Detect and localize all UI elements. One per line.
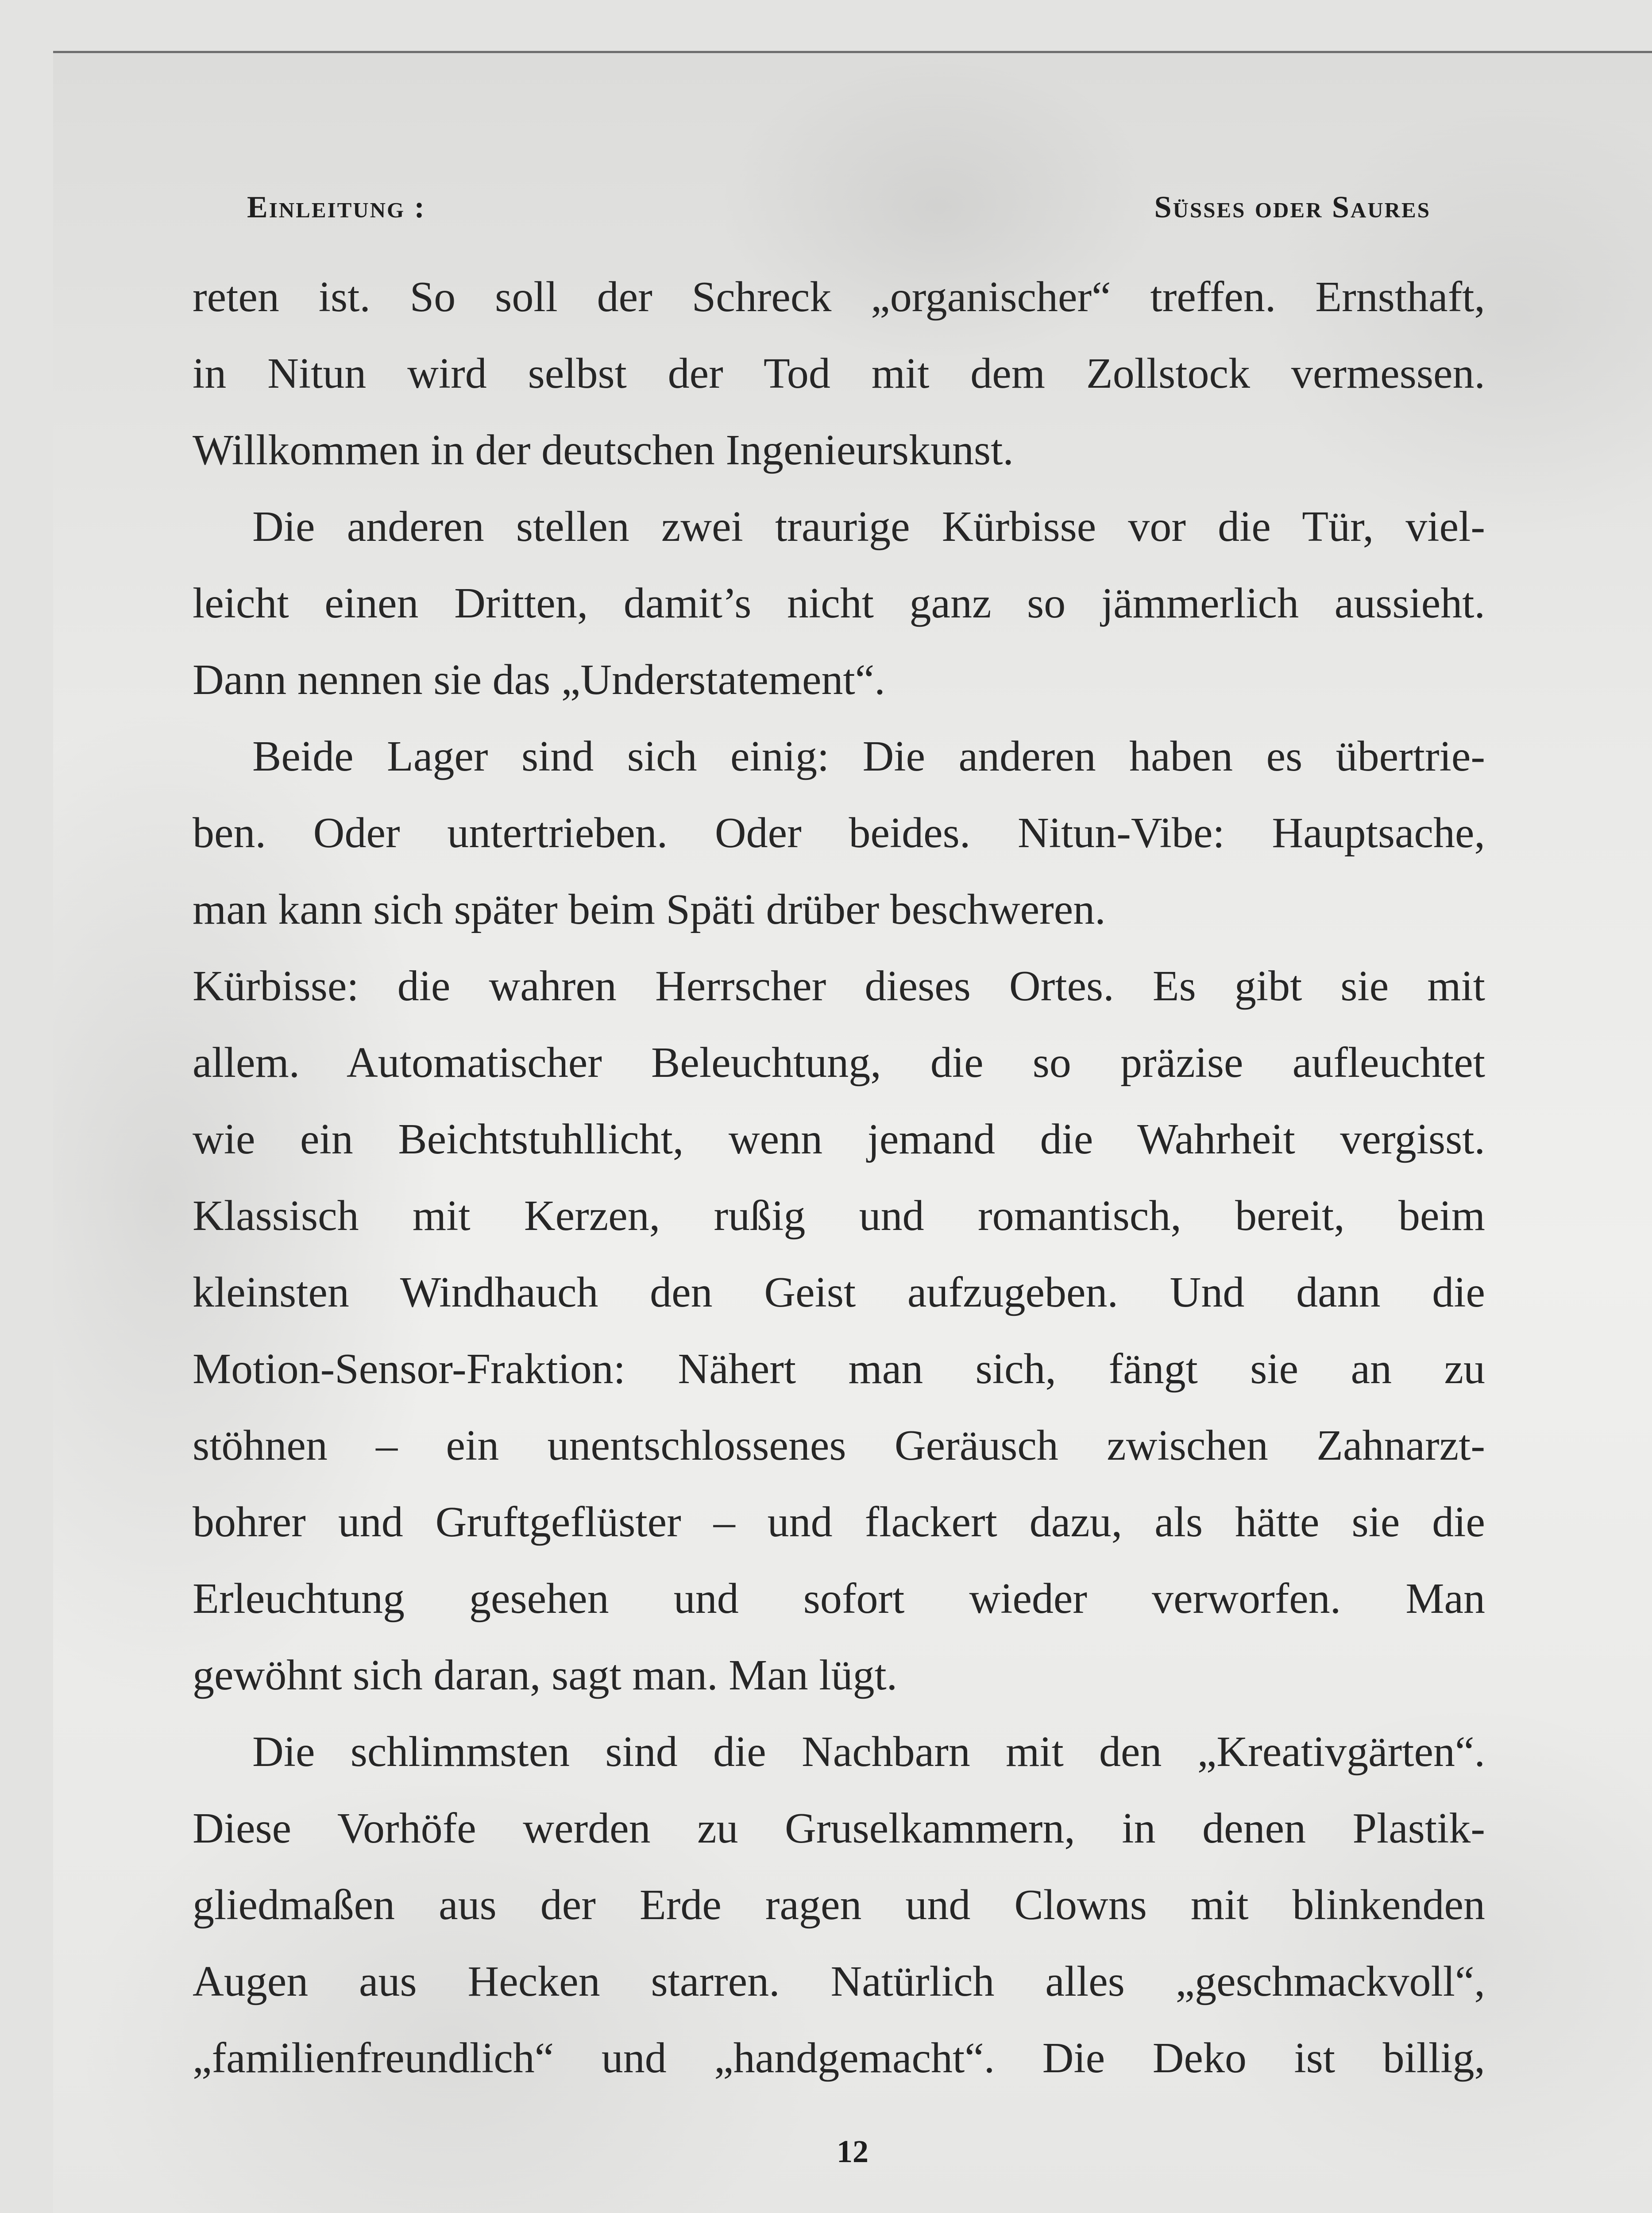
running-header-title: Süsses oder Saures (1154, 190, 1431, 224)
text-line: in Nitun wird selbst der Tod mit dem Zollstock vermessen. (193, 350, 1485, 397)
book-page (53, 51, 1652, 2213)
page-number: 12 (837, 2134, 868, 2169)
text-line: man kann sich später beim Späti drüber beschweren. (193, 886, 1106, 933)
text-line: Diese Vorhöfe werden zu Gruselkammern, in denen Plastik- (193, 1804, 1485, 1852)
text-line: Klassisch mit Kerzen, rußig und romantisch, bereit, beim (193, 1192, 1485, 1240)
text-line: Dann nennen sie das „Understatement“. (193, 656, 885, 704)
text-line: kleinsten Windhauch den Geist aufzugeben. Und dann die (193, 1268, 1485, 1316)
text-line: bohrer und Gruftgeflüster – und flackert dazu, als hätte sie die (193, 1498, 1485, 1546)
text-line: Willkommen in der deutschen Ingenieurskunst. (193, 426, 1014, 474)
text-line: leicht einen Dritten, damit’s nicht ganz so jämmerlich aussieht. (193, 579, 1485, 627)
running-header-chapter: Einleitung : (247, 190, 426, 224)
text-line: wie ein Beichtstuhllicht, wenn jemand die Wahrheit vergisst. (193, 1115, 1485, 1163)
text-line: Kürbisse: die wahren Herrscher dieses Ortes. Es gibt sie mit (193, 962, 1485, 1010)
text-line: Motion-Sensor-Fraktion: Nähert man sich, fängt sie an zu (193, 1345, 1485, 1393)
text-line: reten ist. So soll der Schreck „organischer“ treffen. Ernsthaft, (193, 273, 1485, 321)
text-line: Augen aus Hecken starren. Natürlich alles „geschmackvoll“, (193, 1958, 1485, 2005)
text-line: „familienfreundlich“ und „handgemacht“. Die Deko ist billig, (193, 2034, 1485, 2082)
text-line: gliedmaßen aus der Erde ragen und Clowns mit blinkenden (193, 1881, 1485, 1929)
text-line: stöhnen – ein unentschlossenes Geräusch zwischen Zahnarzt- (193, 1422, 1485, 1469)
text-line: gewöhnt sich daran, sagt man. Man lügt. (193, 1651, 898, 1699)
text-line: Erleuchtung gesehen und sofort wieder verworfen. Man (193, 1575, 1485, 1623)
text-line: ben. Oder untertrieben. Oder beides. Nitun-Vibe: Hauptsache, (193, 809, 1485, 857)
body-text (193, 259, 1485, 2097)
text-line: Beide Lager sind sich einig: Die anderen haben es übertrie- (252, 733, 1485, 780)
text-line: Die schlimmsten sind die Nachbarn mit den „Kreativgärten“. (252, 1728, 1485, 1776)
text-line: Die anderen stellen zwei traurige Kürbisse vor die Tür, viel- (252, 503, 1485, 551)
text-line: allem. Automatischer Beleuchtung, die so präzise aufleuchtet (193, 1039, 1485, 1087)
